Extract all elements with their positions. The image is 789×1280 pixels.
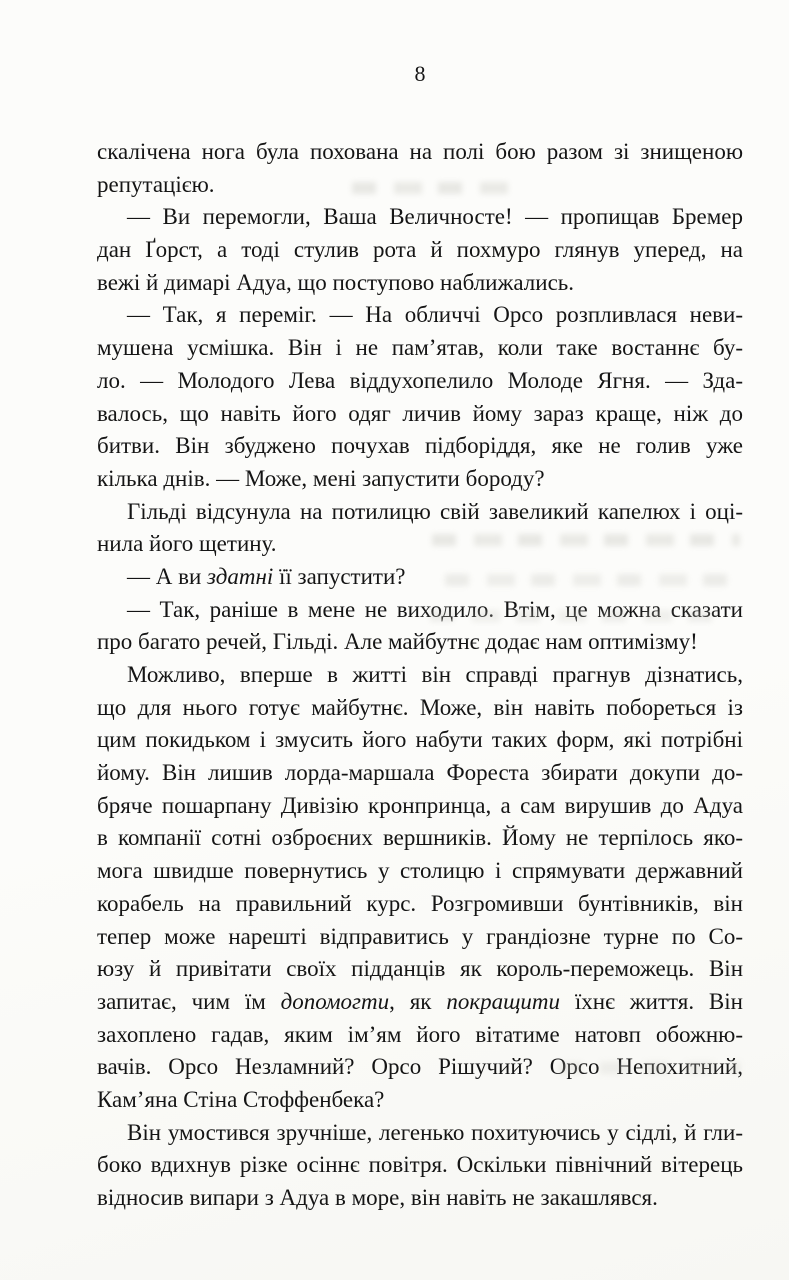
text-segment: її запустити? bbox=[273, 563, 406, 589]
text-segment: скалічена нога була похована на полі бою разом зі знищеною bbox=[97, 139, 743, 164]
text-segment: запитає, чим їм bbox=[97, 988, 281, 1014]
text-segment: мушена усмішка. Він і не пам’ятав, коли таке востаннє бу- bbox=[97, 335, 743, 361]
text-segment: юзу й привітати своїх підданців як король-переможець. Він bbox=[97, 956, 743, 982]
text-line bbox=[97, 136, 743, 169]
text-segment: йому. Він лишив лорда-маршала Фореста збирати докупи до- bbox=[97, 760, 743, 786]
text-segment: битви. Він збуджено почухав підборіддя, яке не голив уже bbox=[97, 433, 743, 459]
text-line bbox=[97, 1149, 743, 1182]
italic-text-segment: покращити bbox=[446, 988, 561, 1014]
paragraph bbox=[97, 201, 743, 299]
text-line bbox=[97, 1182, 743, 1215]
text-segment: — Ви перемогли, Ваша Величносте! — пропищав Бремер bbox=[127, 204, 743, 230]
paragraph bbox=[97, 1117, 743, 1215]
text-segment: валось, що навіть його одяг личив йому зараз краще, ніж до bbox=[97, 400, 743, 426]
text-segment: вежі й димарі Адуа, що поступово наближались. bbox=[97, 269, 575, 295]
text-segment: — А ви bbox=[127, 563, 208, 589]
text-line bbox=[97, 1084, 743, 1117]
text-line bbox=[97, 594, 743, 627]
text-line bbox=[97, 855, 743, 888]
text-segment: — Так, раніше в мене не виходило. Втім, це можна сказати bbox=[127, 596, 743, 622]
paragraph bbox=[97, 659, 743, 1117]
text-segment: репутацією. bbox=[97, 171, 215, 197]
page-number: 8 bbox=[414, 61, 426, 86]
text-line bbox=[97, 822, 743, 855]
text-segment: корабель на правильний курс. Розгромивши бунтівників, він bbox=[97, 890, 743, 916]
text-segment: тепер може нарешті відправитись у грандіозне турне по Со- bbox=[97, 923, 743, 949]
text-segment: вачів. Орсо Незламний? Орсо Рішучий? Орсо Непохитний, bbox=[97, 1054, 743, 1080]
paragraph bbox=[97, 496, 743, 561]
text-segment: ло. — Молодого Лева віддухопелило Молоде Ягня. — Зда- bbox=[97, 367, 743, 393]
text-segment: бряче пошарпану Дивізію кронпринца, а сам вирушив до Адуа bbox=[97, 792, 743, 818]
text-line bbox=[97, 561, 743, 594]
text-block bbox=[97, 136, 743, 1215]
text-line bbox=[97, 528, 743, 561]
text-line bbox=[97, 986, 743, 1019]
text-segment: захоплено гадав, яким ім’ям його вітатиме натовп обожню- bbox=[97, 1021, 743, 1047]
text-segment: боко вдихнув різке осіннє повітря. Оскільки північний вітерець bbox=[97, 1152, 743, 1178]
text-line bbox=[97, 398, 743, 431]
text-segment: дан Ґорст, а тоді стулив рота й похмуро глянув уперед, на bbox=[97, 237, 743, 263]
text-line bbox=[97, 267, 743, 300]
text-line bbox=[97, 724, 743, 757]
text-segment: — Так, я переміг. — На обличчі Орсо розпливлася неви- bbox=[127, 302, 743, 328]
text-line bbox=[97, 1051, 743, 1084]
text-line bbox=[97, 234, 743, 267]
text-segment: мога швидше повернутись у столицю і спрямувати державний bbox=[97, 858, 743, 884]
text-line bbox=[97, 1019, 743, 1052]
text-segment: Кам’яна Стіна Стоффенбека? bbox=[97, 1086, 385, 1112]
paragraph bbox=[97, 136, 743, 201]
text-segment: Він умостився зручніше, легенько похитуючись у сідлі, й гли- bbox=[127, 1119, 743, 1145]
text-segment: кілька днів. — Може, мені запустити бороду? bbox=[97, 465, 545, 491]
text-line bbox=[97, 430, 743, 463]
text-segment: нила його щетину. bbox=[97, 531, 277, 557]
italic-text-segment: здатні bbox=[207, 563, 274, 589]
text-segment: про багато речей, Гільді. Але майбутнє додає нам оптимізму! bbox=[97, 629, 698, 655]
text-line bbox=[97, 365, 743, 398]
text-line bbox=[97, 463, 743, 496]
text-segment: їхнє життя. Він bbox=[560, 988, 743, 1014]
text-segment: відносив випари з Адуа в море, він навіть не закашлявся. bbox=[97, 1185, 658, 1210]
text-line bbox=[97, 1117, 743, 1150]
paragraph bbox=[97, 561, 743, 594]
text-line bbox=[97, 692, 743, 725]
text-line bbox=[97, 496, 743, 529]
paragraph bbox=[97, 594, 743, 659]
text-line bbox=[97, 921, 743, 954]
text-line bbox=[97, 332, 743, 365]
text-line bbox=[97, 201, 743, 234]
text-segment: Можливо, вперше в житті він справді прагнув дізнатись, bbox=[127, 662, 743, 687]
text-line bbox=[97, 169, 743, 202]
paragraph bbox=[97, 299, 743, 495]
text-line bbox=[97, 888, 743, 921]
text-line bbox=[97, 757, 743, 790]
text-segment: цим покидьком і змусить його набути таких форм, які потрібні bbox=[97, 727, 743, 753]
text-line bbox=[97, 626, 743, 659]
text-segment: в компанії сотні озброєних вершників. Йому не терпілось яко- bbox=[97, 825, 743, 851]
text-line bbox=[97, 659, 743, 692]
text-line bbox=[97, 790, 743, 823]
italic-text-segment: допомогти bbox=[280, 988, 390, 1014]
text-line bbox=[97, 299, 743, 332]
text-segment: що для нього готує майбутнє. Може, він навіть побореться із bbox=[97, 694, 743, 720]
text-line bbox=[97, 953, 743, 986]
text-segment: Гільді відсунула на потилицю свій завеликий капелюх і оці- bbox=[127, 498, 743, 524]
text-segment: , як bbox=[389, 988, 447, 1014]
